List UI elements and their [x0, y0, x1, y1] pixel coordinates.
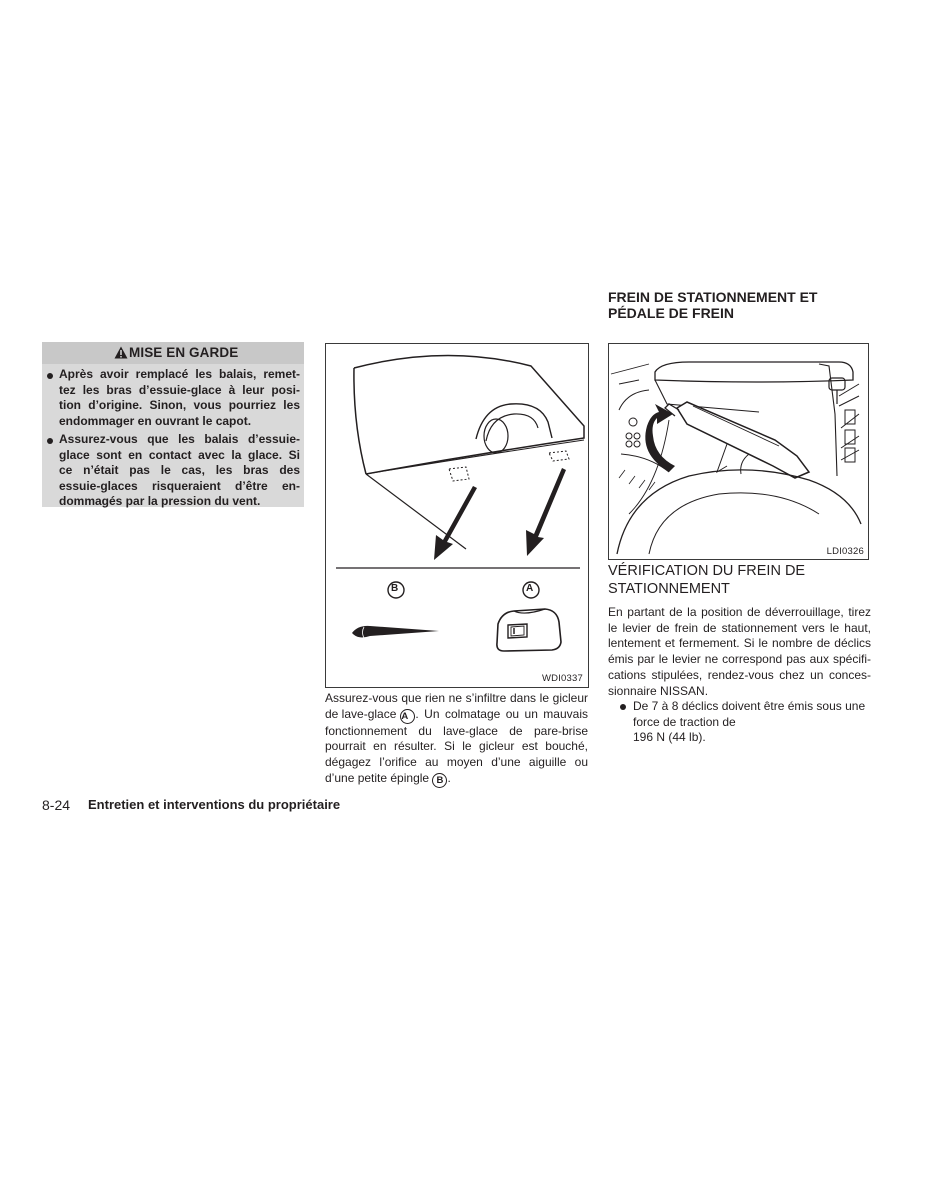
- figure-label-a: A: [526, 583, 534, 594]
- text-line: De 7 à 8 déclics doivent être émis sous une: [633, 699, 866, 713]
- text-line: dommagés par la pression du vent.: [59, 494, 261, 509]
- text-line: sionnaire NISSAN.: [608, 683, 709, 698]
- text-line: ce n’était pas le cas, les bras des: [59, 463, 300, 478]
- marker-b: B: [432, 773, 447, 788]
- text-line: fonctionnement du lave-glace de pare-brise: [325, 723, 588, 738]
- text-line: endommager en ouvrant le capot.: [59, 413, 252, 428]
- figure-label-b: B: [391, 583, 399, 594]
- title-line: STATIONNEMENT: [608, 580, 730, 597]
- text-line: Assurez-vous que les balais d’essuie-: [59, 432, 300, 446]
- page-number: 8-24: [42, 797, 71, 813]
- subsection-title: [608, 563, 868, 598]
- parking-brake-figure: [608, 343, 869, 560]
- brake-spec-bullet: [633, 699, 873, 746]
- bullet: [620, 704, 626, 710]
- chapter-title: Entretien et interventions du propriétaire: [88, 797, 341, 812]
- warning-triangle-icon: [114, 346, 128, 359]
- title-line: PÉDALE DE FREIN: [608, 304, 735, 321]
- warning-box: [42, 342, 304, 507]
- text-line: glace sont en contact avec la glace. Si: [59, 447, 300, 462]
- text-line: tez les bras d’essuie-glace à leur posi-: [59, 382, 300, 397]
- text-line: lentement et fermement. Si le nombre de déclics: [608, 636, 871, 651]
- text-line: tion d’origine. Sinon, vous pourriez les: [59, 398, 300, 413]
- text-line: 196 N (44 lb).: [633, 730, 706, 745]
- text-line: émis par le levier ne correspond pas aux spécifi-: [608, 652, 871, 667]
- figure-code: LDI0326: [826, 546, 864, 557]
- text-segment: .: [447, 770, 451, 785]
- text-line-with-marker: [325, 707, 588, 724]
- title-line: FREIN DE STATIONNEMENT ET: [608, 289, 818, 305]
- text-line-with-marker: [325, 771, 588, 788]
- warning-title: MISE EN GARDE: [129, 345, 239, 360]
- warning-header: [42, 342, 304, 364]
- text-segment: de lave-glace: [325, 706, 397, 721]
- figure-code: WDI0337: [541, 673, 583, 684]
- section-title: [608, 290, 868, 321]
- text-line: pourrait en résulter. Si le gicleur est bouché,: [325, 739, 588, 754]
- text-line: cations stipulées, rendez-vous chez un conces-: [608, 667, 871, 682]
- text-line: Assurez-vous que rien ne s’infiltre dans le gicleur: [325, 691, 588, 705]
- warning-item-1: [59, 367, 300, 429]
- marker-a: A: [400, 709, 415, 724]
- bullet: [47, 373, 53, 379]
- text-line: dégagez l’orifice au moyen d’une aiguille ou: [325, 755, 588, 770]
- parking-brake-illustration: [609, 344, 868, 559]
- washer-paragraph: [325, 691, 588, 788]
- text-segment: . Un colmatage ou un mauvais: [415, 706, 588, 721]
- warning-item-2: [59, 432, 300, 510]
- brake-check-paragraph: [608, 605, 871, 699]
- title-line: VÉRIFICATION DU FREIN DE: [608, 563, 806, 579]
- washer-nozzle-figure: [325, 343, 589, 688]
- text-line: En partant de la position de déverrouillage, tirez: [608, 605, 871, 619]
- bullet: [47, 438, 53, 444]
- text-line: essuie-glaces risqueraient d’être en-: [59, 478, 300, 493]
- text-line: force de traction de: [633, 714, 736, 729]
- text-segment: [396, 707, 588, 724]
- text-line: Après avoir remplacé les balais, remet-: [59, 367, 300, 381]
- washer-nozzle-illustration: [326, 344, 588, 687]
- text-segment: d’une petite épingle: [325, 770, 430, 785]
- text-line: le levier de frein de stationnement vers le haut,: [608, 620, 871, 635]
